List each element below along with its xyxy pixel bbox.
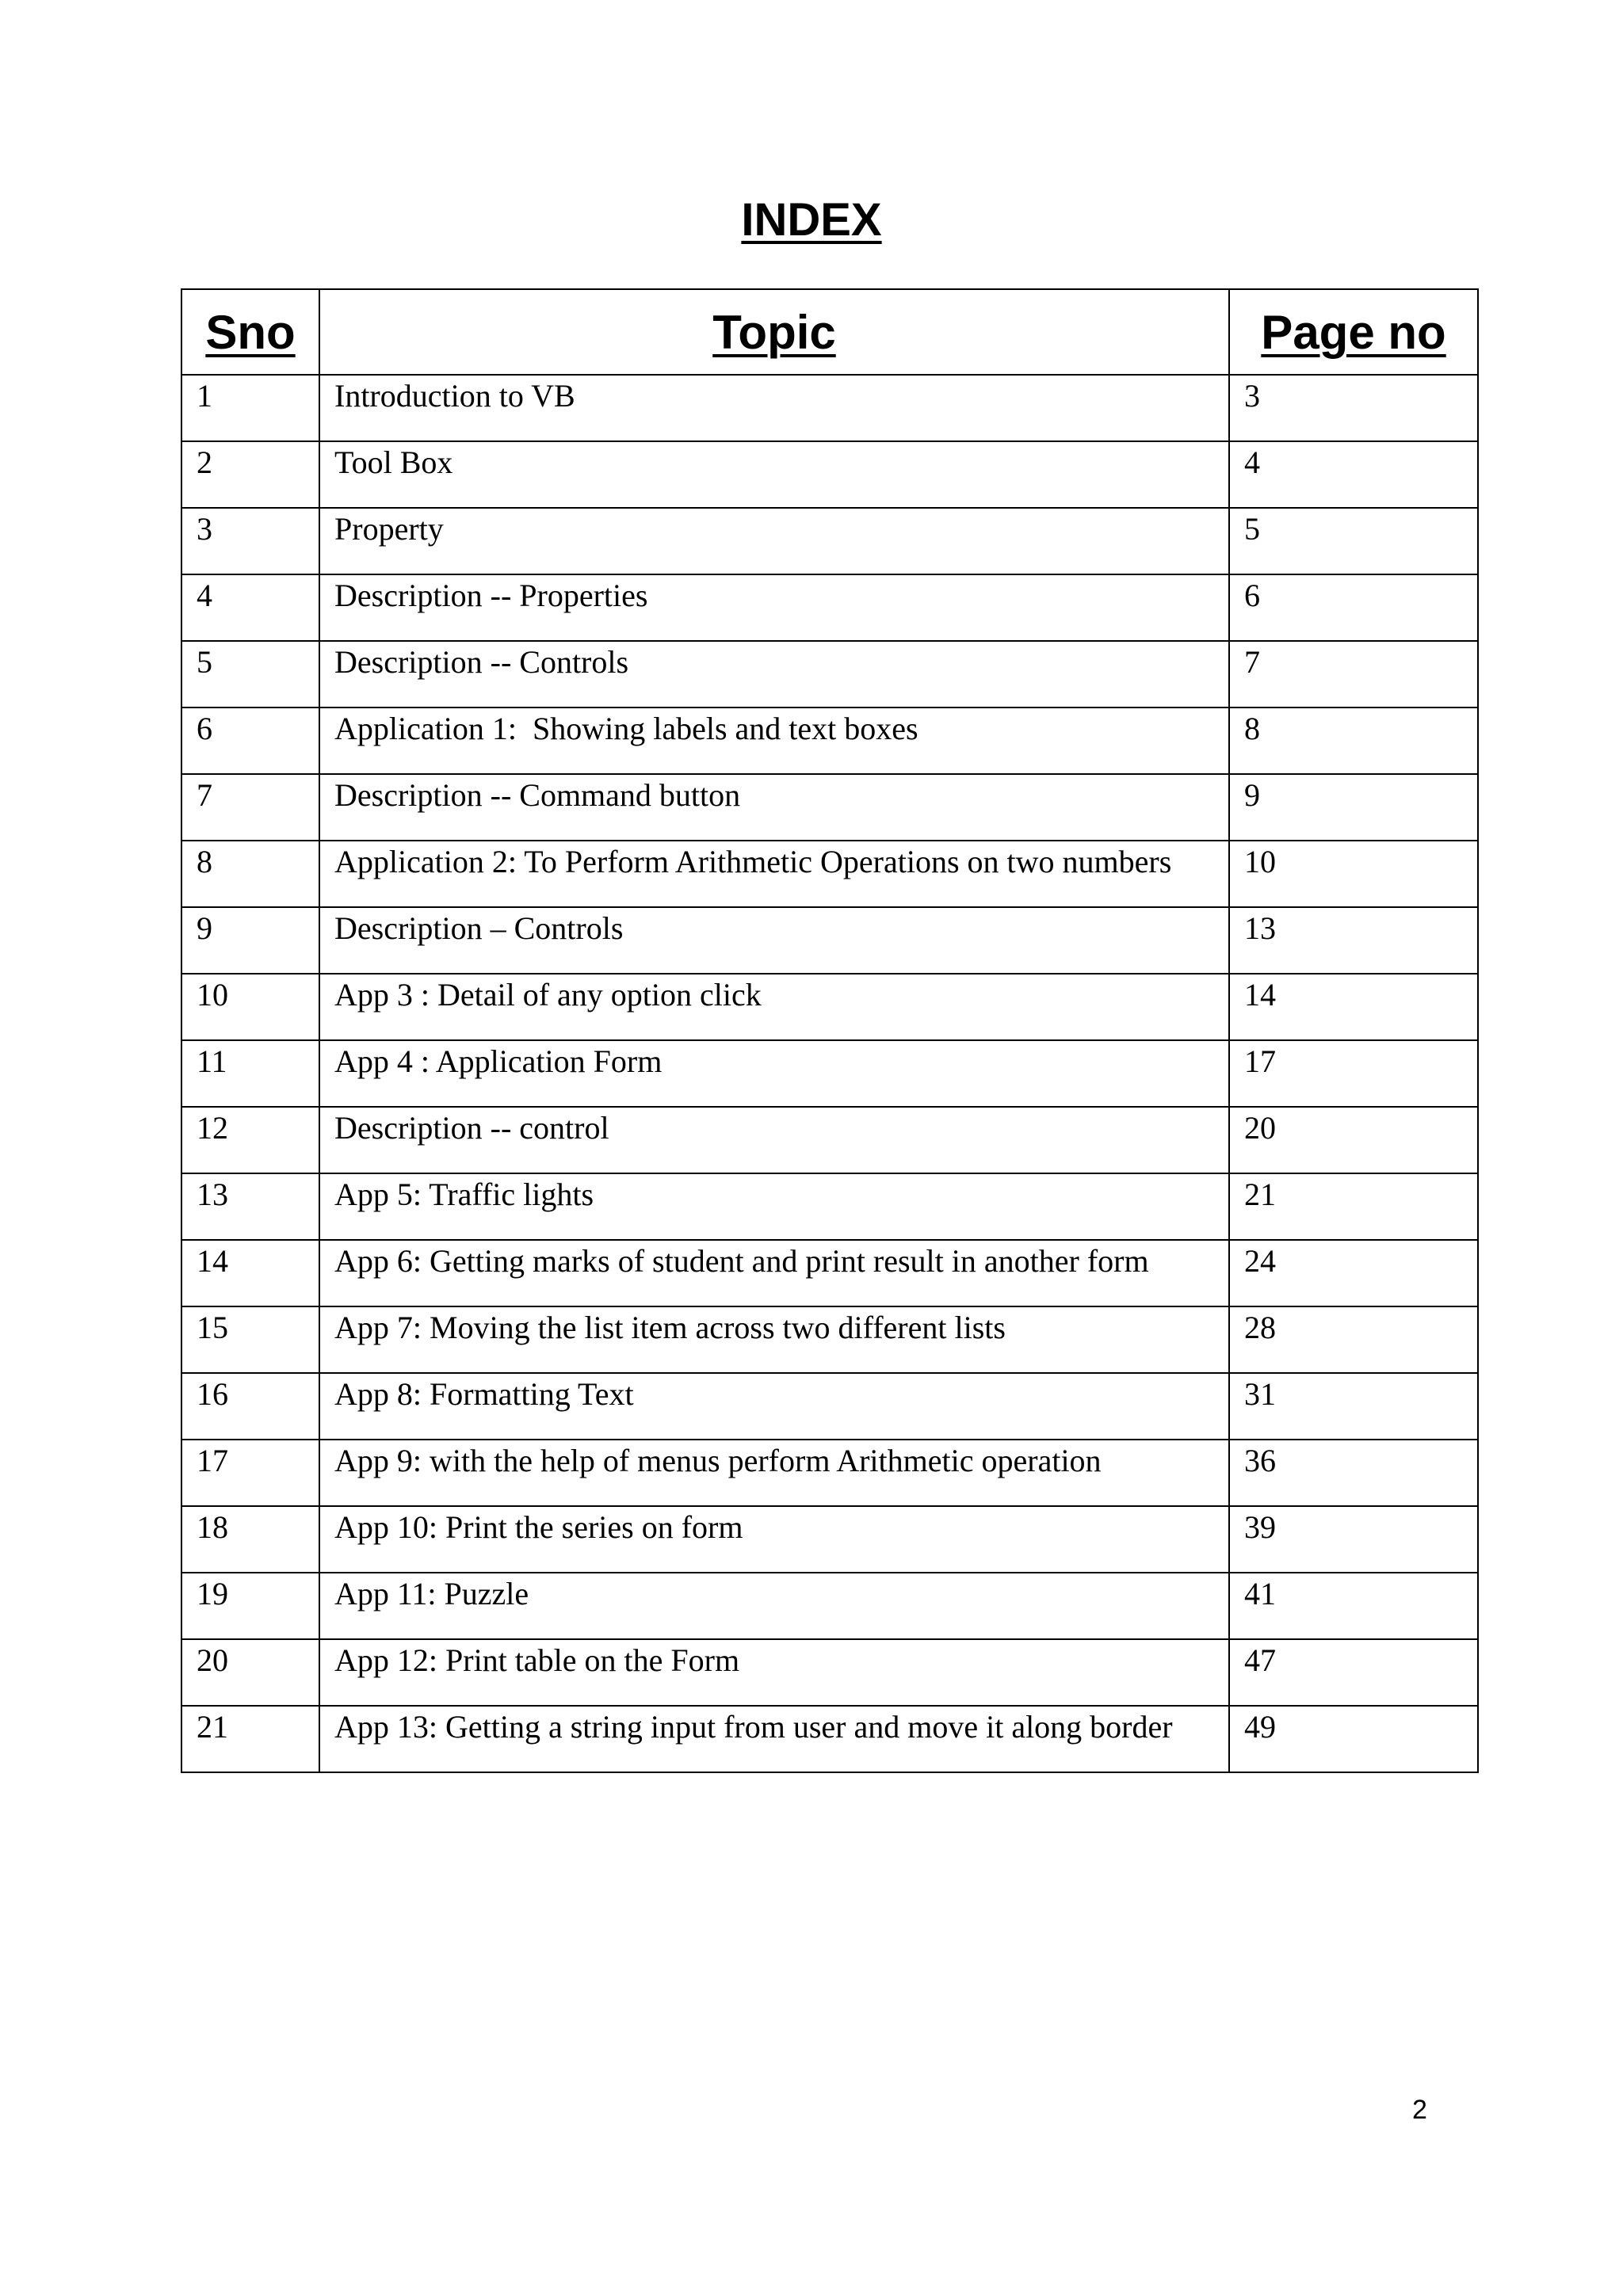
cell-sno [181,1573,319,1639]
sno-value: 14 [197,1243,228,1279]
table-row [181,774,1478,841]
page-value: 6 [1244,578,1260,613]
cell-topic [319,1306,1229,1373]
page-value: 49 [1244,1709,1276,1745]
cell-page [1229,641,1478,707]
cell-sno [181,375,319,441]
cell-sno [181,1240,319,1306]
sno-value: 19 [197,1576,228,1611]
cell-sno [181,1639,319,1706]
cell-topic [319,1440,1229,1506]
page-value: 41 [1244,1576,1276,1611]
topic-value: Application 2: To Perform Arithmetic Operations on two numbers [334,844,1172,879]
page-value: 4 [1244,444,1260,480]
sno-value: 8 [197,844,212,879]
cell-topic [319,574,1229,641]
sno-value: 15 [197,1310,228,1345]
sno-value: 4 [197,578,212,613]
cell-page [1229,508,1478,574]
topic-value: App 6: Getting marks of student and print result in another form [334,1243,1149,1279]
sno-value: 7 [197,777,212,813]
table-row [181,841,1478,907]
table-row [181,641,1478,707]
cell-sno [181,1440,319,1506]
cell-page [1229,1107,1478,1173]
page-value: 13 [1244,910,1276,946]
sno-value: 13 [197,1177,228,1212]
table-row [181,1040,1478,1107]
cell-page [1229,1373,1478,1440]
topic-value: Introduction to VB [334,378,575,414]
topic-value: Property [334,511,444,547]
cell-sno [181,841,319,907]
cell-sno [181,1706,319,1772]
cell-page [1229,1706,1478,1772]
topic-value: App 4 : Application Form [334,1043,663,1079]
cell-topic [319,1506,1229,1573]
topic-value: Description – Controls [334,910,624,946]
cell-page [1229,707,1478,774]
sno-value: 2 [197,444,212,480]
topic-value: App 9: with the help of menus perform Arithmetic operation [334,1443,1102,1478]
cell-topic [319,974,1229,1040]
cell-topic [319,1706,1229,1772]
table-header-row [181,289,1478,375]
cell-sno [181,1173,319,1240]
topic-value: App 8: Formatting Text [334,1376,634,1412]
topic-value: Description -- control [334,1110,609,1146]
cell-topic [319,508,1229,574]
topic-value: Application 1: Showing labels and text boxes [334,711,918,746]
sno-value: 9 [197,910,212,946]
topic-value: App 10: Print the series on form [334,1509,743,1545]
table-row [181,1240,1478,1306]
topic-value: Tool Box [334,444,453,480]
cell-page [1229,841,1478,907]
cell-topic [319,1373,1229,1440]
cell-sno [181,1107,319,1173]
topic-value: App 5: Traffic lights [334,1177,594,1212]
table-row [181,907,1478,974]
table-row [181,1107,1478,1173]
cell-sno [181,1506,319,1573]
cell-topic [319,907,1229,974]
cell-sno [181,974,319,1040]
cell-sno [181,774,319,841]
cell-topic [319,774,1229,841]
topic-value: Description -- Command button [334,777,741,813]
table-row [181,574,1478,641]
table-row [181,707,1478,774]
cell-topic [319,641,1229,707]
cell-topic [319,1240,1229,1306]
page-value: 39 [1244,1509,1276,1545]
cell-sno [181,1373,319,1440]
table-row [181,974,1478,1040]
table-row [181,1639,1478,1706]
table-row [181,1506,1478,1573]
sno-value: 3 [197,511,212,547]
sno-value: 6 [197,711,212,746]
sno-value: 20 [197,1642,228,1678]
cell-topic [319,375,1229,441]
sno-value: 12 [197,1110,228,1146]
sno-value: 17 [197,1443,228,1478]
page-value: 21 [1244,1177,1276,1212]
cell-sno [181,574,319,641]
cell-page [1229,907,1478,974]
cell-sno [181,641,319,707]
table-row [181,1373,1478,1440]
page-value: 24 [1244,1243,1276,1279]
cell-page [1229,1240,1478,1306]
page-value: 14 [1244,977,1276,1013]
table-row [181,1706,1478,1772]
page-value: 20 [1244,1110,1276,1146]
table-row [181,441,1478,508]
cell-sno [181,907,319,974]
topic-value: App 7: Moving the list item across two different lists [334,1310,1006,1345]
cell-page [1229,1173,1478,1240]
page-value: 31 [1244,1376,1276,1412]
header-page-no: Page no [1229,289,1478,375]
cell-topic [319,707,1229,774]
sno-value: 18 [197,1509,228,1545]
table-row [181,508,1478,574]
topic-value: App 12: Print table on the Form [334,1642,740,1678]
page-value: 7 [1244,644,1260,680]
cell-topic [319,1639,1229,1706]
table-row [181,375,1478,441]
cell-sno [181,508,319,574]
cell-page [1229,1639,1478,1706]
page-value: 36 [1244,1443,1276,1478]
cell-sno [181,1306,319,1373]
sno-value: 1 [197,378,212,414]
cell-topic [319,441,1229,508]
page-value: 8 [1244,711,1260,746]
page-value: 5 [1244,511,1260,547]
table-row [181,1440,1478,1506]
page-value: 47 [1244,1642,1276,1678]
header-sno: Sno [181,289,319,375]
sno-value: 10 [197,977,228,1013]
page-title: INDEX [741,194,882,246]
cell-page [1229,1440,1478,1506]
cell-page [1229,1040,1478,1107]
cell-sno [181,707,319,774]
table-row [181,1573,1478,1639]
topic-value: Description -- Properties [334,578,648,613]
cell-topic [319,841,1229,907]
cell-sno [181,1040,319,1107]
page-number: 2 [1412,2095,1427,2125]
cell-topic [319,1173,1229,1240]
cell-page [1229,1306,1478,1373]
table-row [181,1173,1478,1240]
cell-topic [319,1040,1229,1107]
sno-value: 5 [197,644,212,680]
page-value: 17 [1244,1043,1276,1079]
index-table [181,288,1479,1773]
cell-page [1229,774,1478,841]
topic-value: App 13: Getting a string input from user and move it along border [334,1709,1173,1745]
cell-page [1229,574,1478,641]
cell-page [1229,974,1478,1040]
page-value: 3 [1244,378,1260,414]
sno-value: 11 [197,1043,227,1079]
header-topic: Topic [319,289,1229,375]
cell-page [1229,375,1478,441]
topic-value: App 3 : Detail of any option click [334,977,762,1013]
sno-value: 16 [197,1376,228,1412]
cell-topic [319,1107,1229,1173]
page-value: 10 [1244,844,1276,879]
table-row [181,1306,1478,1373]
cell-page [1229,441,1478,508]
cell-topic [319,1573,1229,1639]
page-value: 9 [1244,777,1260,813]
sno-value: 21 [197,1709,228,1745]
cell-sno [181,441,319,508]
page-value: 28 [1244,1310,1276,1345]
cell-page [1229,1573,1478,1639]
topic-value: App 11: Puzzle [334,1576,529,1611]
topic-value: Description -- Controls [334,644,629,680]
cell-page [1229,1506,1478,1573]
